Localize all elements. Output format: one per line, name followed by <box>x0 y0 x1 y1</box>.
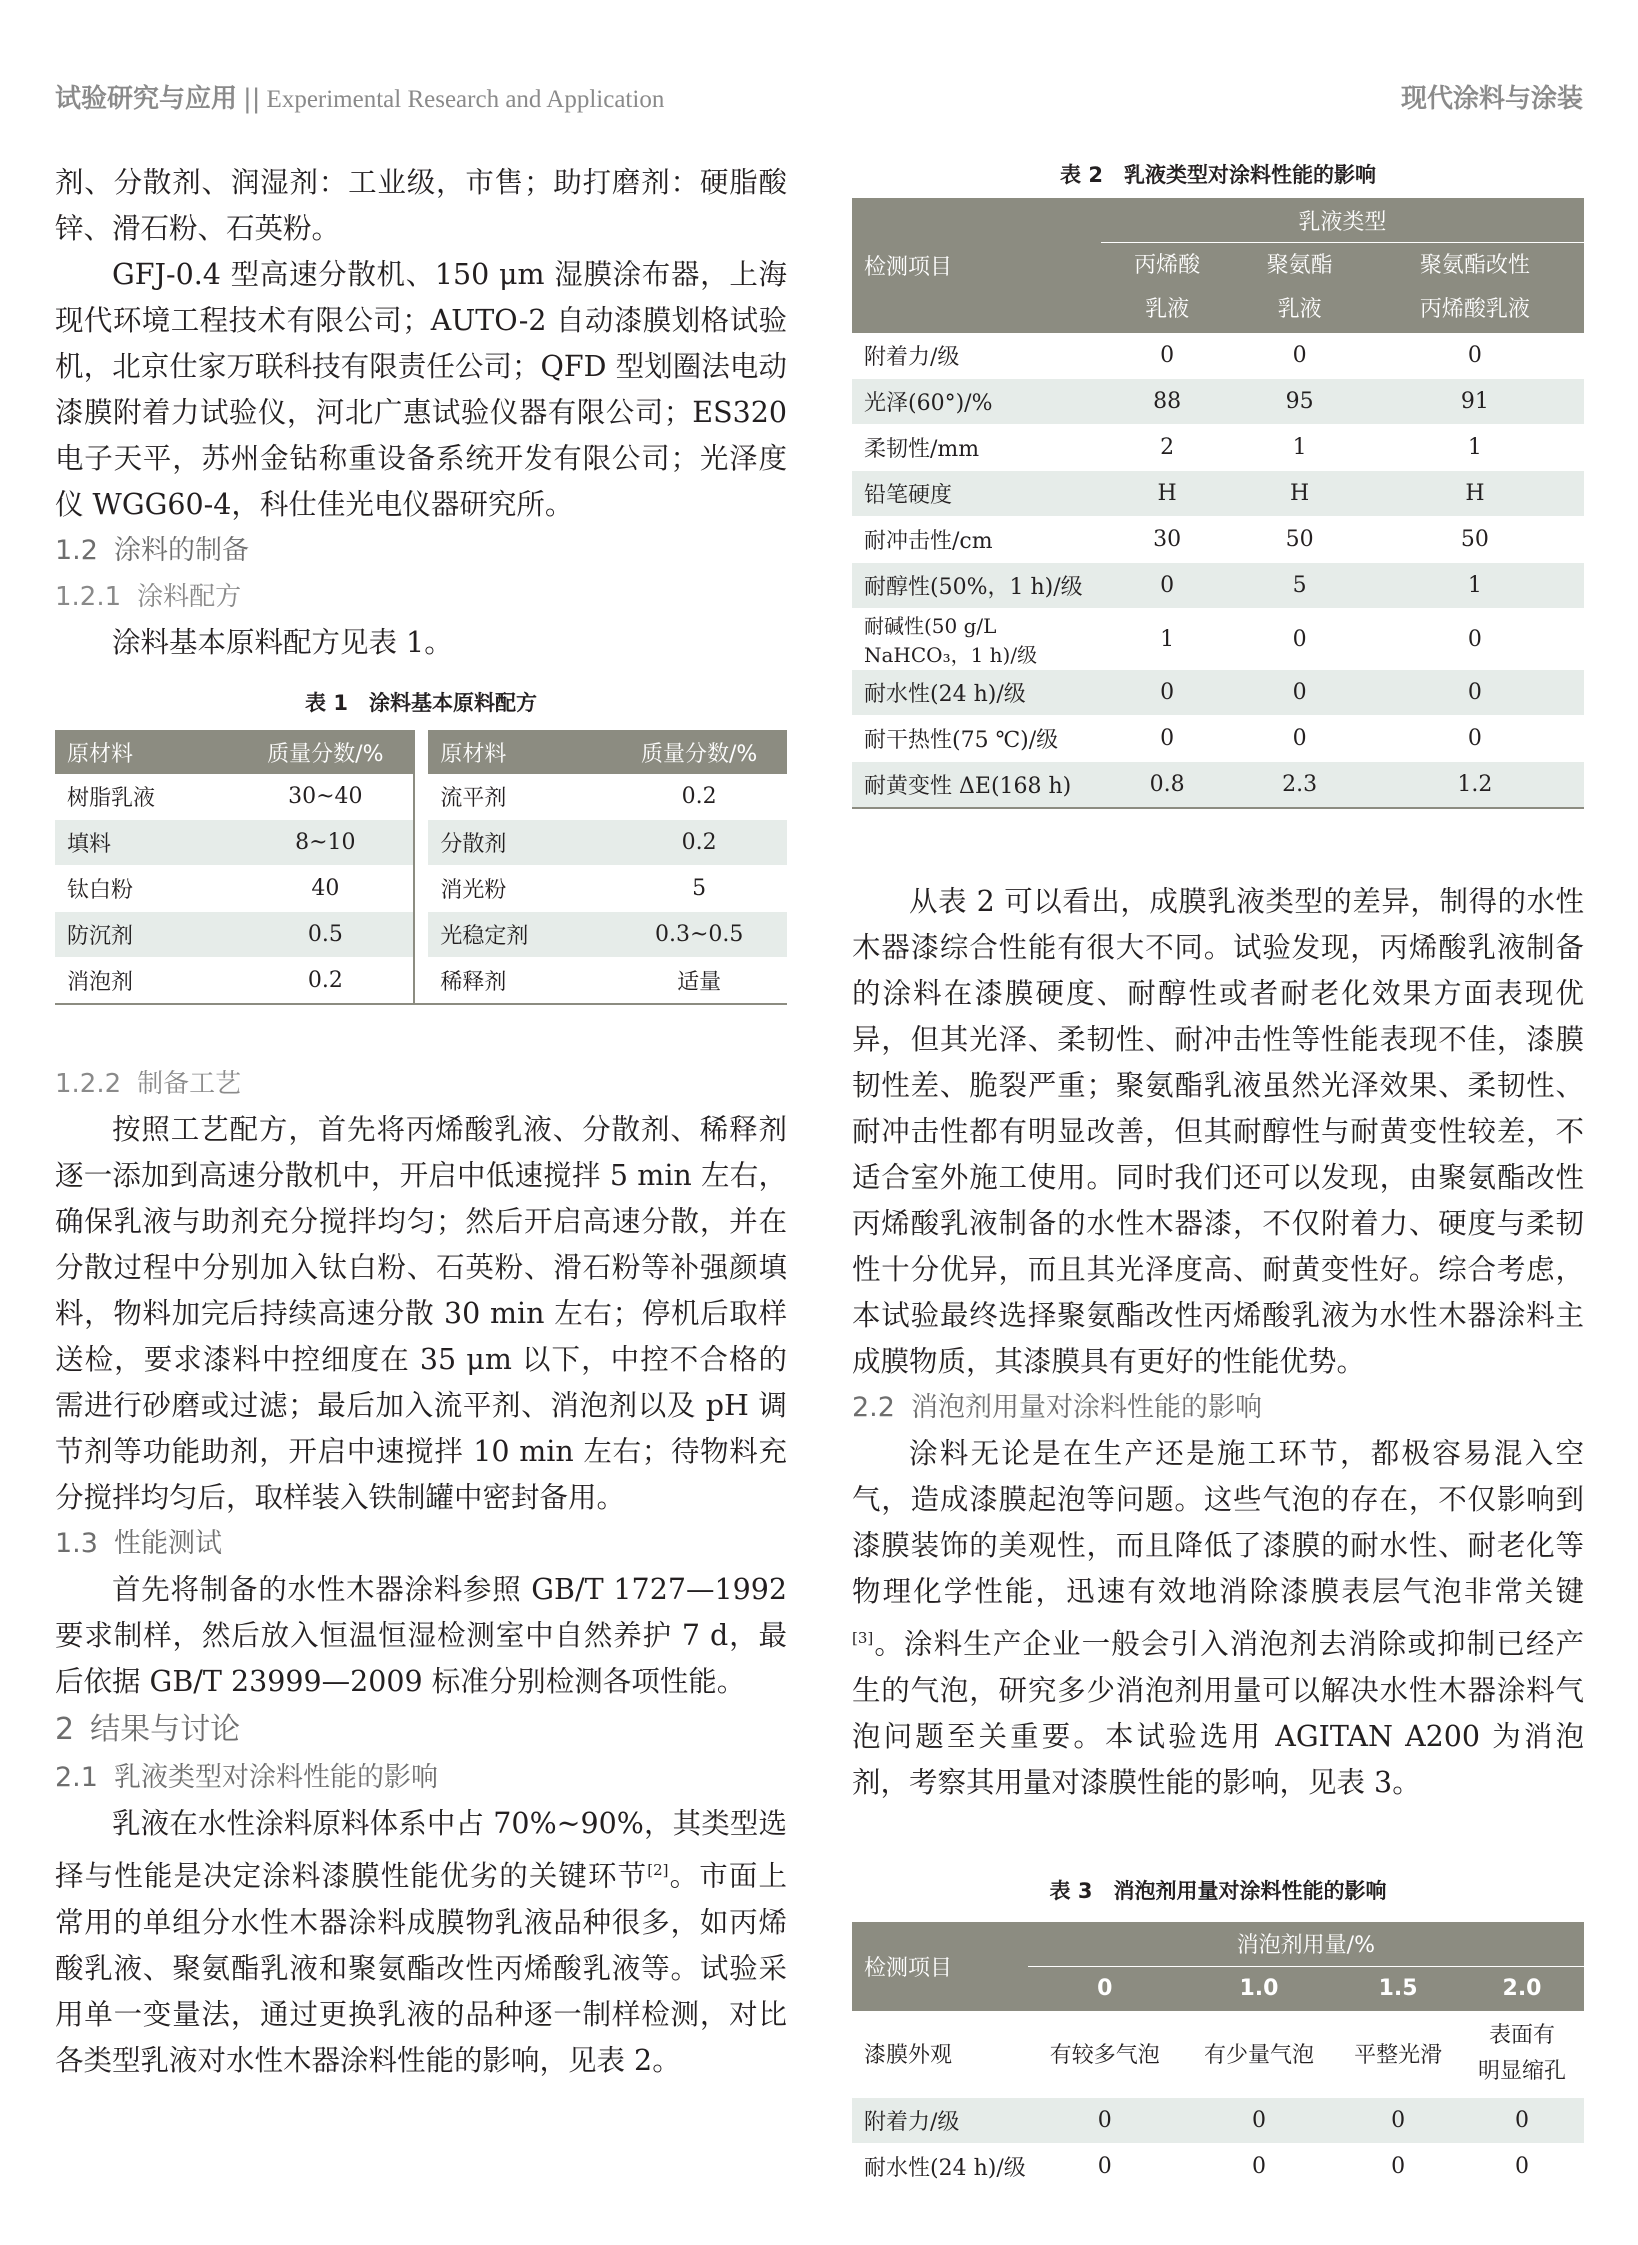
table1-header-material: 原材料 <box>55 730 238 774</box>
paragraph-equipment: GFJ-0.4 型高速分散机、150 μm 湿膜涂布器，上海现代环境工程技术有限公司；AUTO-2 自动漆膜划格试验机，北京仕家万联科技有限责任公司；QFD 型划圈法电动漆膜附着力试验仪，河北广惠试验仪器有限公司；ES320 电子天平，苏州金钻称重设备系统开发有限公司；光泽度仪 WGG60-4，科仕佳光电仪器研究所。 <box>55 258 787 521</box>
table1-header-fraction: 质量分数/% <box>238 730 414 774</box>
paragraph-materials-end: 剂、分散剂、润湿剂：工业级，市售；助打磨剂：硬脂酸锌、滑石粉、石英粉。 <box>55 166 787 245</box>
table-row: 耐碱性(50 g/L NaHCO₃，1 h)/级 1 0 0 <box>852 609 1584 670</box>
paragraph-process: 按照工艺配方，首先将丙烯酸乳液、分散剂、稀释剂逐一添加到高速分散机中，开启中低速搅拌 5 min 左右，确保乳液与助剂充分搅拌均匀；然后开启高速分散，并在分散过程中分别加入钛白粉、石英粉、滑石粉等补强颜填料，物料加完后持续高速分散 30 min 左右；停机后取样送检，要求漆料中控细度在 35 μm 以下，中控不合格的需进行砂磨或过滤；最后加入流平剂、消泡剂以及 pH 调节剂等功能助剂，开启中速搅拌 10 min 左右；待物料充分搅拌均匀后，取样装入铁制罐中密封备用。 <box>55 1113 787 1514</box>
section-1-2-2-heading: 1.2.2 制备工艺 <box>55 1069 242 1099</box>
journal-title: 现代涂料与涂装 <box>1400 84 1583 114</box>
table-row: 附着力/级 0 0 0 0 <box>852 2097 1584 2143</box>
table-row: 耐醇性(50%，1 h)/级 0 5 1 <box>852 563 1584 609</box>
table3-caption: 表 3 消泡剂用量对涂料性能的影响 <box>1049 1878 1387 1903</box>
table-row: 附着力/级 0 0 0 <box>852 333 1584 379</box>
table2-caption: 表 2 乳液类型对涂料性能的影响 <box>1060 163 1376 187</box>
table3-header-col3: 1.5 <box>1336 1966 1460 2011</box>
table-row: 钛白粉 40 消光粉 5 <box>55 866 787 912</box>
table-row: 耐水性(24 h)/级 0 0 0 <box>852 670 1584 716</box>
table-row: 填料 8~10 分散剂 0.2 <box>55 820 787 866</box>
journal-section-cn: 试验研究与应用 <box>55 84 238 114</box>
table-row: 耐水性(24 h)/级 0 0 0 0 <box>852 2143 1584 2189</box>
table-row: 柔韧性/mm 2 1 1 <box>852 425 1584 471</box>
table2-emulsion-type <box>852 198 1584 809</box>
table1-formula <box>55 730 787 1005</box>
section-1-3-heading: 1.3 性能测试 <box>55 1528 222 1559</box>
table-row: 树脂乳液 30~40 流平剂 0.2 <box>55 774 787 820</box>
table3-header-col4: 2.0 <box>1460 1966 1584 2011</box>
right-column <box>852 160 1584 2190</box>
table1-header-material-2: 原材料 <box>428 730 611 774</box>
section-2-2-heading: 2.2 消泡剂用量对涂料性能的影响 <box>852 1392 1262 1423</box>
paragraph-table2-discussion: 从表 2 可以看出，成膜乳液类型的差异，制得的水性木器漆综合性能有很大不同。试验发现，丙烯酸乳液制备的涂料在漆膜硬度、耐醇性或者耐老化效果方面表现优异，但其光泽、柔韧性、耐冲击性等性能表现不佳，漆膜韧性差、脆裂严重；聚氨酯乳液虽然光泽效果、柔韧性、耐冲击性都有明显改善，但其耐醇性与耐黄变性较差，不适合室外施工使用。同时我们还可以发现，由聚氨酯改性丙烯酸乳液制备的水性木器漆，不仅附着力、硬度与柔韧性十分优异，而且其光泽度高、耐黄变性好。综合考虑，本试验最终选择聚氨酯改性丙烯酸乳液为水性木器涂料主成膜物质，其漆膜具有更好的性能优势。 <box>852 885 1584 1378</box>
table-row: 耐黄变性 ΔE(168 h) 0.8 2.3 1.2 <box>852 762 1584 809</box>
header-separator: || <box>243 84 261 114</box>
left-column <box>55 160 787 2084</box>
journal-section-en: Experimental Research and Application <box>266 86 665 113</box>
paragraph-testing: 首先将制备的水性木器涂料参照 GB/T 1727—1992 要求制样，然后放入恒温恒湿检测室中自然养护 7 d，最后依据 GB/T 23999—2009 标准分别检测各项性能。 <box>55 1573 787 1698</box>
table3-header-item: 检测项目 <box>852 1922 1028 2011</box>
table3-header-col2: 1.0 <box>1182 1966 1336 2011</box>
paragraph-formula-ref: 涂料基本原料配方见表 1。 <box>112 626 453 659</box>
page-header <box>55 78 1583 118</box>
table1-header-fraction-2: 质量分数/% <box>611 730 787 774</box>
section-2-1-heading: 2.1 乳液类型对涂料性能的影响 <box>55 1762 438 1793</box>
table2-header-col2: 聚氨酯 乳液 <box>1233 243 1365 334</box>
table-row: 铅笔硬度 H H H <box>852 471 1584 517</box>
table1-caption: 表 1 涂料基本原料配方 <box>305 691 537 715</box>
table-row: 耐干热性(75 ℃)/级 0 0 0 <box>852 716 1584 762</box>
table3-header-col1: 0 <box>1028 1966 1182 2011</box>
paragraph-defoamer: 涂料无论是在生产还是施工环节，都极容易混入空气，造成漆膜起泡等问题。这些气泡的存在，不仅影响到漆膜装饰的美观性，而且降低了漆膜的耐水性、耐老化等物理化学性能，迅速有效地消除漆膜表层气泡非常关键[3]。涂料生产企业一般会引入消泡剂去消除或抑制已经产生的气泡，研究多少消泡剂用量可以解决水性木器涂料气泡问题至关重要。本试验选用 AGITAN A200 为消泡剂，考察其用量对漆膜性能的影响，见表 3。 <box>852 1437 1584 1799</box>
table-row: 防沉剂 0.5 光稳定剂 0.3~0.5 <box>55 912 787 958</box>
table2-header-col3: 聚氨酯改性 丙烯酸乳液 <box>1366 243 1584 334</box>
table-row: 漆膜外观 有较多气泡 有少量气泡 平整光滑 表面有 明显缩孔 <box>852 2011 1584 2098</box>
table2-header-item: 检测项目 <box>852 198 1101 333</box>
header-left <box>55 78 664 115</box>
paragraph-emulsion: 乳液在水性涂料原料体系中占 70%~90%，其类型选择与性能是决定涂料漆膜性能优劣的关键环节[2]。市面上常用的单组分水性木器涂料成膜物乳液品种很多，如丙烯酸乳液、聚氨酯乳液和聚氨酯改性丙烯酸乳液等。试验采用单一变量法，通过更换乳液的品种逐一制样检测，对比各类型乳液对水性木器涂料性能的影响，见表 2。 <box>55 1807 787 2077</box>
table-row: 耐冲击性/cm 30 50 50 <box>852 517 1584 563</box>
section-1-2-1-heading: 1.2.1 涂料配方 <box>55 582 242 612</box>
table-row: 消泡剂 0.2 稀释剂 适量 <box>55 958 787 1005</box>
table-row: 光泽(60°)/% 88 95 91 <box>852 379 1584 425</box>
citation-2: [2] <box>647 1861 669 1879</box>
citation-3: [3] <box>852 1629 874 1647</box>
table2-header-col1: 丙烯酸 乳液 <box>1101 243 1233 334</box>
section-1-2-heading: 1.2 涂料的制备 <box>55 535 249 566</box>
table3-header-group: 消泡剂用量/% <box>1028 1922 1584 1967</box>
table3-defoamer-dosage <box>852 1922 1584 2190</box>
section-2-heading: 2 结果与讨论 <box>55 1712 241 1747</box>
table2-header-group: 乳液类型 <box>1101 198 1584 243</box>
